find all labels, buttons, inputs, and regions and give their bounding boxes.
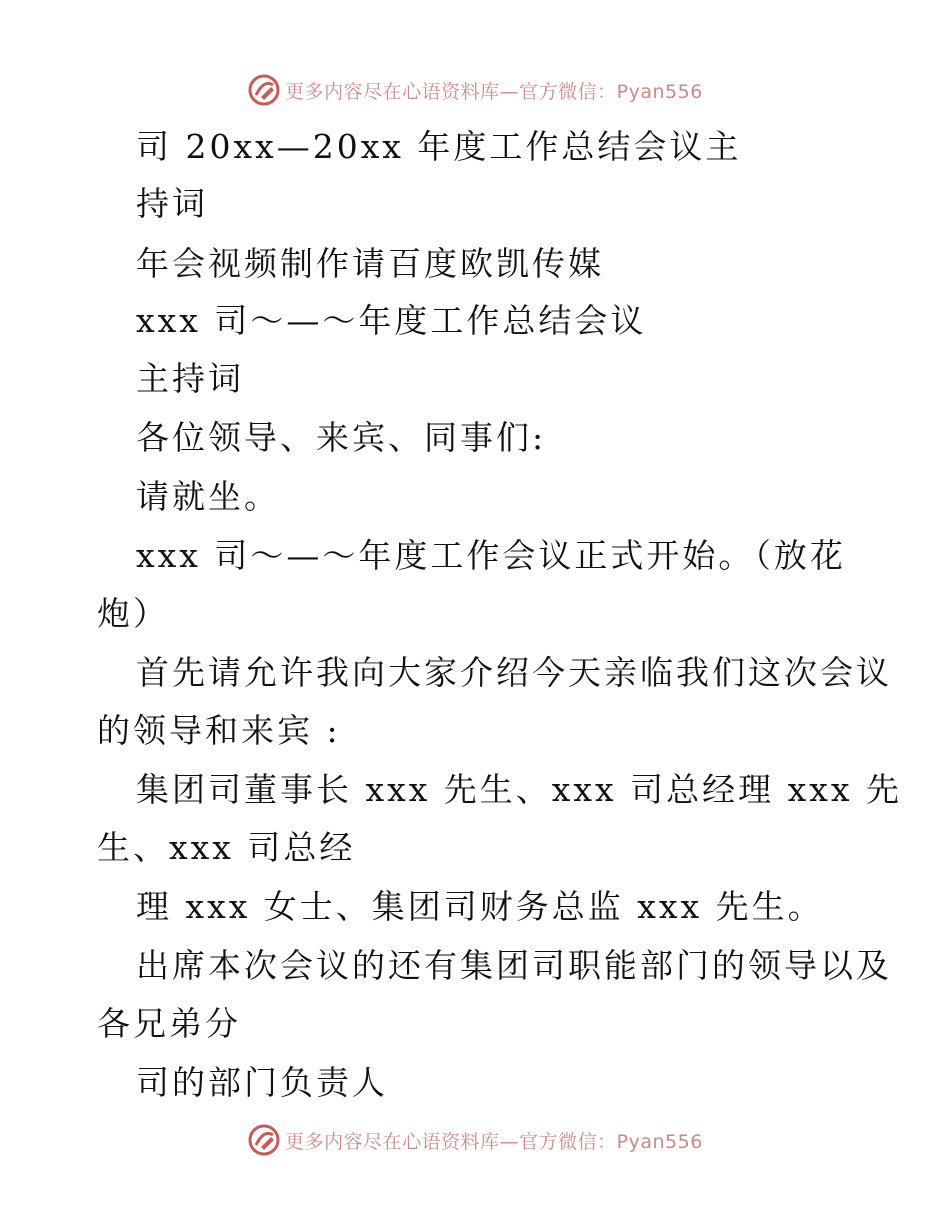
body-line: xxx 司～—～年度工作总结会议 [136,301,647,340]
body-line: 主持词 [136,359,244,398]
body-line: 年会视频制作请百度欧凯传媒 [136,244,604,283]
body-line: xxx 司～—～年度工作会议正式开始。（放花 [136,536,846,575]
footer-banner [0,1120,950,1160]
header-banner [0,70,950,110]
body-line: 持词 [136,184,208,223]
brand-logo-icon [247,1123,281,1157]
body-line: 各兄弟分 [97,1004,241,1043]
body-line: 出席本次会议的还有集团司职能部门的领导以及 [136,946,892,985]
body-line: 的领导和来宾 : [97,711,341,750]
body-line: 司的部门负责人 [136,1063,388,1102]
body-line: 各位领导、来宾、同事们: [136,418,547,457]
body-line: 生、xxx 司总经 [97,828,356,867]
footer-banner-text: 更多内容尽在心语资料库—官方微信：Pyan556 [285,1130,703,1153]
body-line: 司 20xx—20xx 年度工作总结会议主 [136,127,742,166]
body-line: 首先请允许我向大家介绍今天亲临我们这次会议 [136,653,892,692]
body-line: 炮） [97,594,169,633]
body-line: 理 xxx 女士、集团司财务总监 xxx 先生。 [136,887,824,926]
brand-logo-icon [247,73,281,107]
body-line: 请就坐。 [136,477,280,516]
header-banner-text: 更多内容尽在心语资料库—官方微信：Pyan556 [285,80,703,103]
body-line: 集团司董事长 xxx 先生、xxx 司总经理 xxx 先 [136,770,902,809]
